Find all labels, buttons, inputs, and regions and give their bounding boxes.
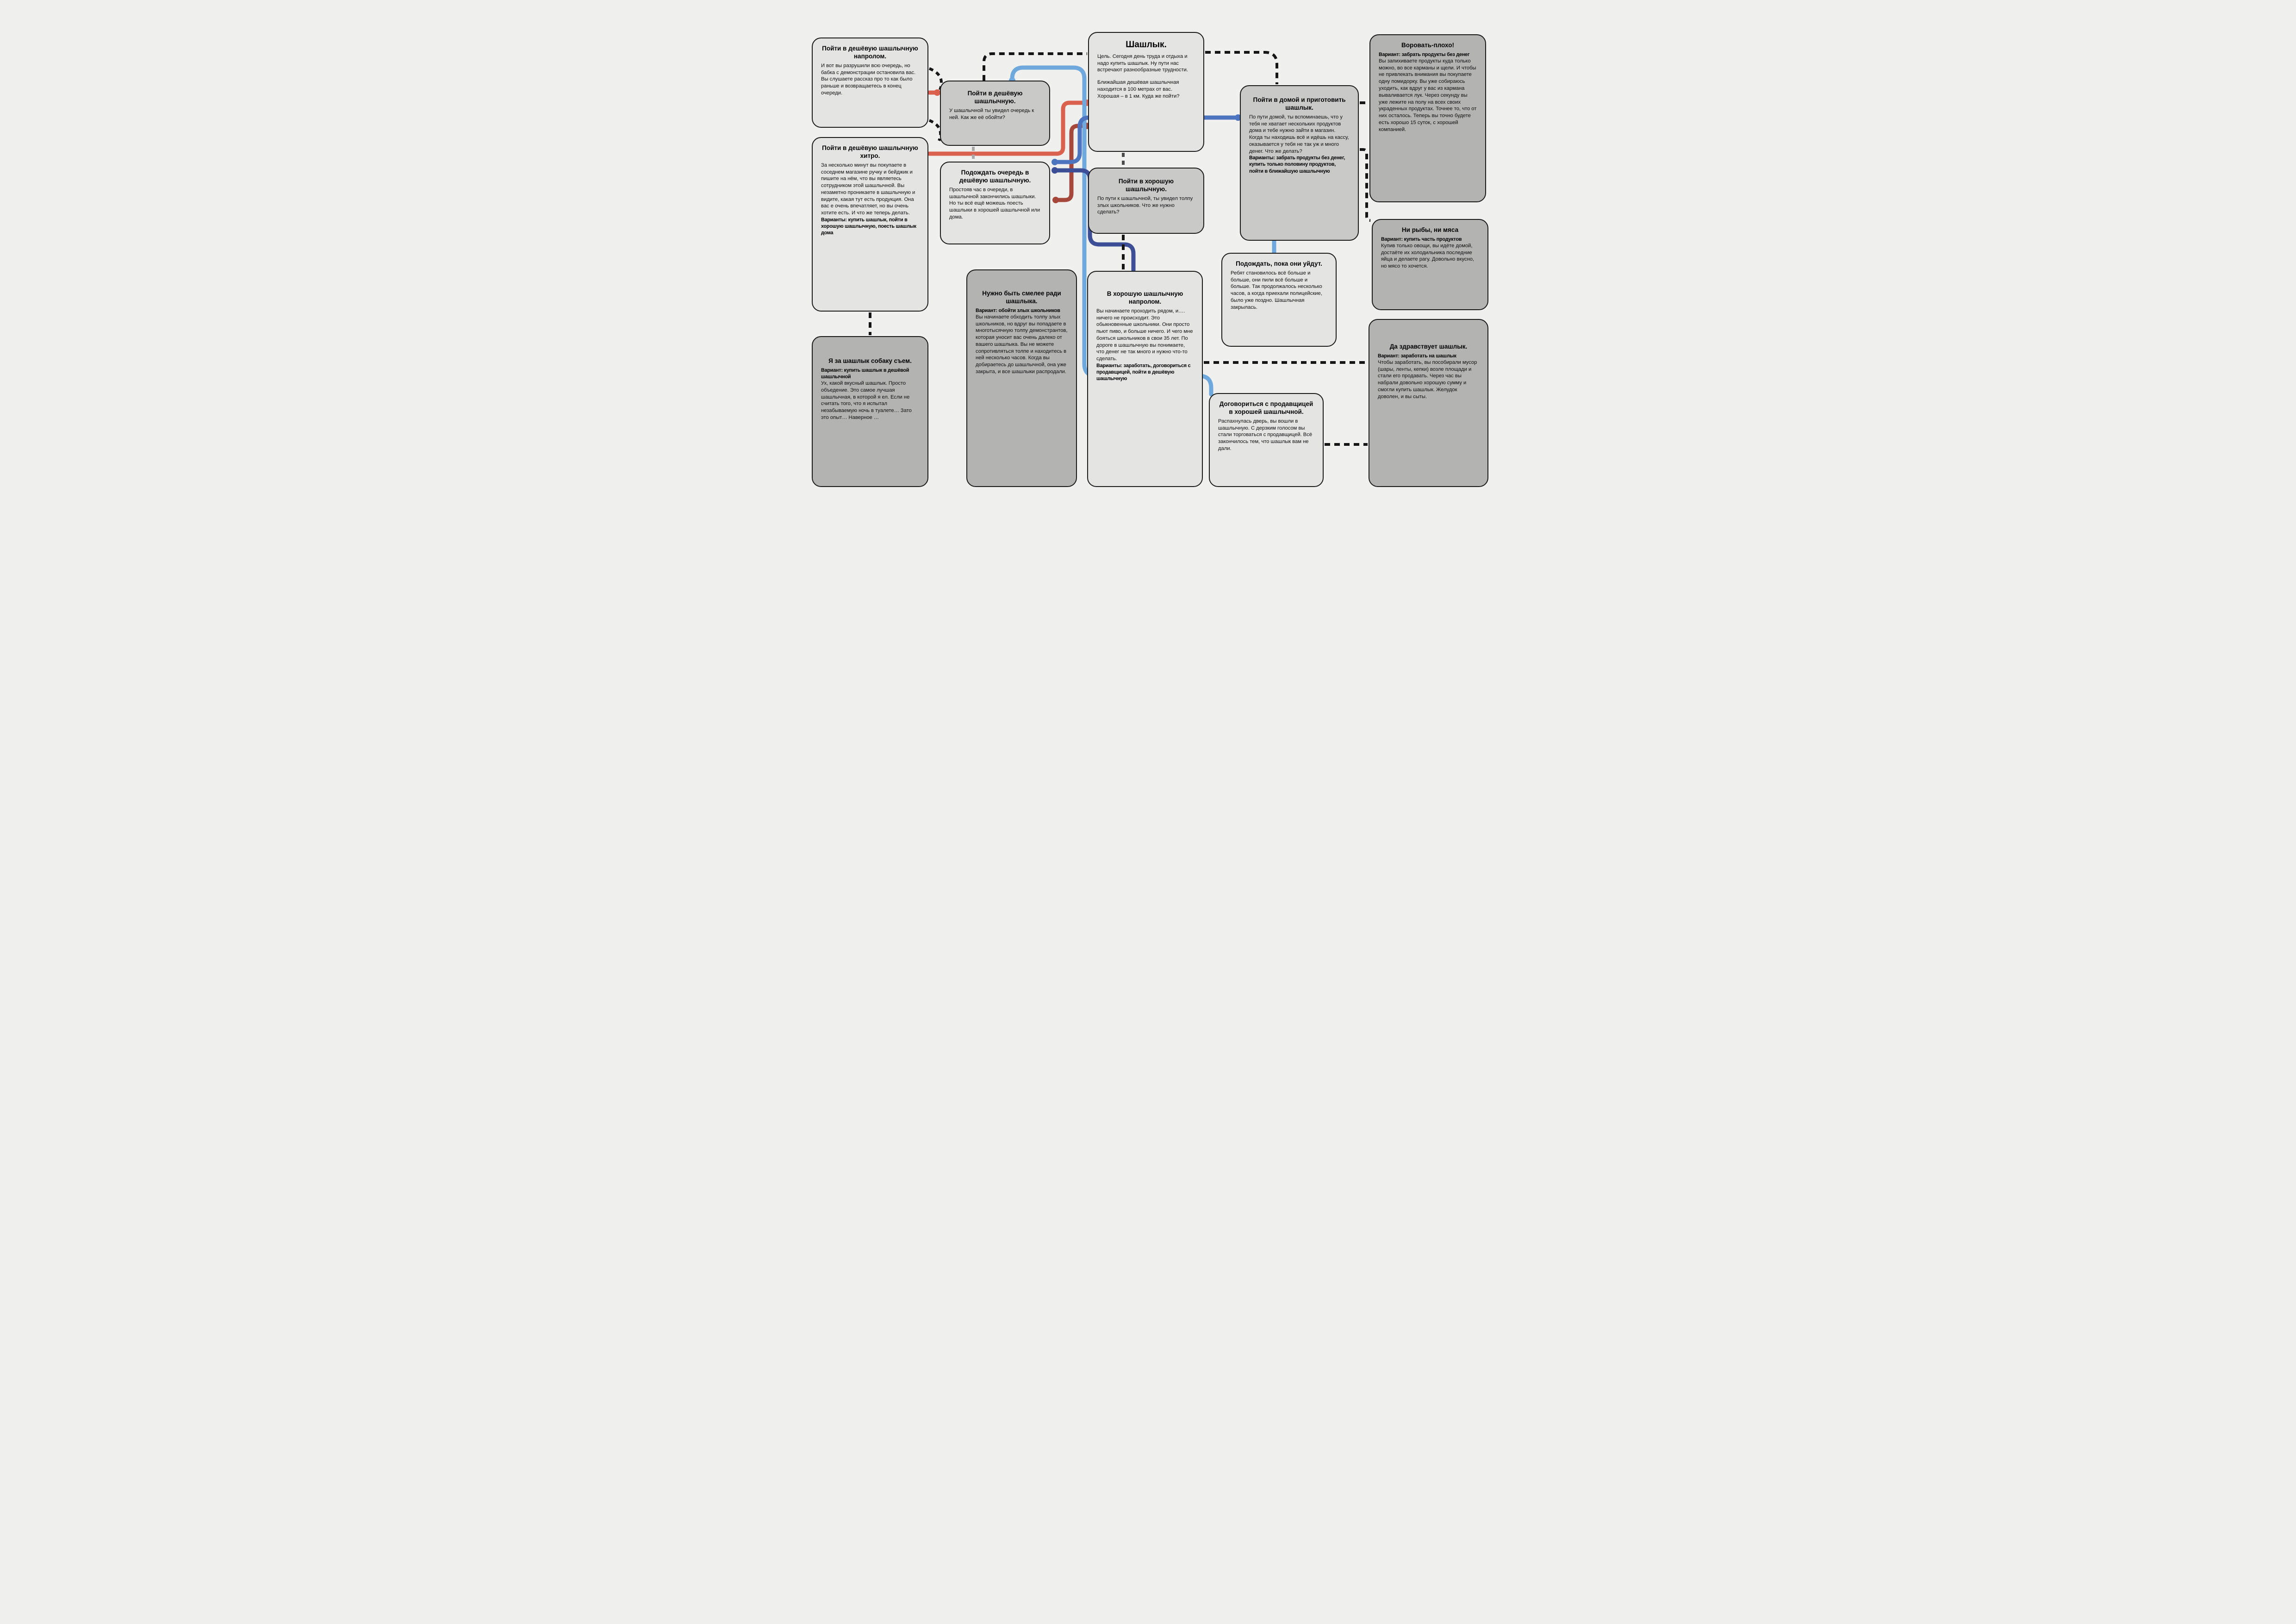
node-title: Пойти в домой и приготовить шашлык.: [1253, 96, 1346, 111]
node-title: Шашлык.: [1126, 40, 1167, 50]
node-negotiate-saleswoman: [1209, 393, 1324, 487]
node-variant: Варианты: купить шашлык, пойти в хорошую шашлычную, поесть шашлык дома: [821, 217, 916, 236]
node-cheap-cunning: [812, 137, 928, 312]
node-stealing-is-bad: [1369, 34, 1486, 202]
node-variant: Вариант: обойти злых школьников: [976, 307, 1060, 313]
node-dog-ending: [812, 336, 928, 487]
node-title: Пойти в хорошую шашлычную.: [1118, 178, 1174, 193]
node-body: Вы начинаете проходить рядом, и…. ничего не происходит. Это обыкновенные школьники. Они просто пьют пиво, и больше ничего. И чего мне бояться школьников в свои 35 лет. По дороге в шашлычную вы понимаете, что денег не так много и нужно что-то сделать.: [1096, 308, 1193, 362]
node-body: По пути домой, ты вспоминаешь, что у тебя не хватает нескольких продуктов дома и тебе нужно зайти в магазин. Когда ты находишь всё и идёшь на кассу, оказывается у тебя не так уж и много денег. Что же делать?: [1249, 114, 1349, 154]
dotted-start-to-home: [1205, 52, 1277, 84]
node-cheap-question: [940, 81, 1050, 146]
node-title: Подождать, пока они уйдут.: [1236, 260, 1322, 267]
node-neither-fish-nor-meat: [1372, 219, 1488, 310]
node-title: Воровать-плохо!: [1401, 42, 1454, 49]
node-good-direct: [1087, 271, 1203, 487]
node-title: Договориться с продавщицей в хорошей шашлычной.: [1219, 400, 1313, 415]
node-variant: Вариант: заработать на шашлык: [1378, 353, 1456, 359]
node-wait-queue: [940, 162, 1050, 244]
node-title: Я за шашлык собаку съем.: [828, 357, 912, 364]
flowchart-canvas: [781, 0, 1515, 519]
node-variant: Вариант: купить шашлык в дешёвой шашлычной: [821, 367, 909, 380]
node-long-live-shashlik: [1369, 319, 1488, 487]
node-body: Распахнулась дверь, вы вошли в шашлычную. С дерзким голосом вы стали торговаться с продавщицей. Всё закончилось тем, что шашлык вам не дали.: [1218, 418, 1313, 451]
node-body: За несколько минут вы покупаете в соседнем магазине ручку и бейджик и пишите на нём, что вы являетесь сотрудником этой шашлычной. Вы незаметно проникаете в шашлычную и видите, какая тут есть продукция. Она вас е очень впечатляет, но вы очень хотите есть. И что же теперь делать.: [821, 162, 915, 216]
node-body: У шашлычной ты увидел очередь к ней. Как же её обойти?: [949, 107, 1034, 120]
node-variant: Вариант: купить часть продуктов: [1381, 236, 1462, 242]
node-cheap-direct-result: [812, 37, 928, 128]
node-body: Купив только овощи, вы идёте домой, достаёте их холодильника последние яйца и делаете рагу. Довольно вкусно, но мясо то хочется.: [1381, 243, 1475, 269]
node-title: Подождать очередь в дешёвую шашлычную.: [959, 169, 1031, 184]
node-body: Ребят становилось всё больше и больше, они пили всё больше и больше. Так продолжалось несколько часов, а когда приехали полицейские, было уже поздно. Шашлычная закрылась.: [1231, 270, 1322, 310]
node-title: Нужно быть смелее ради шашлыка.: [982, 290, 1061, 305]
line-brick-terminal-b: [1052, 197, 1059, 203]
node-body: Цель. Сегодня день труда и отдыха и надо купить шашлык. Ну пути нас встречают разнообразные трудности.: [1097, 53, 1188, 73]
node-shashlik-start: [1088, 32, 1204, 152]
node-body-2: Ближайшая дешёвая шашлычная находится в 100 метрах от вас. Хорошая – в 1 км. Куда же пойти?: [1097, 80, 1180, 99]
dotted-home-to-fish: [1360, 150, 1370, 220]
node-body: И вот вы разрушили всю очередь, но бабка с демонстрации остановила вас. Вы слушаете рассказ про то как было раньше и возвращаетесь в конец очереди.: [821, 62, 916, 96]
dotted-arc-cunning: [929, 120, 940, 141]
node-title: Ни рыбы, ни мяса: [1401, 226, 1459, 233]
node-title: Пойти в дешёвую шашлычную.: [967, 90, 1023, 105]
node-body: По пути к шашлычной, ты увидел толпу злых школьников. Что же нужно сделать?: [1097, 195, 1193, 215]
node-variant: Варианты: забрать продукты без денег, купить только половину продуктов, пойти в ближайшую шашлычную: [1249, 155, 1345, 174]
node-go-home-cook: [1240, 85, 1359, 241]
node-body: Вы запихиваете продукты куда только можно, во все карманы и щели. И чтобы не привлекать внимания вы покупаете одну помидорку. Вы уже собираюсь уходить, как вдруг у вас из кармана вываливается лук. Через секунду вы уже лежите на полу на всех своих украденных продуктах. Точнее то, что от них осталось. Теперь вы точно будете есть хорошо 15 суток, с хорошей компанией.: [1379, 58, 1477, 132]
node-title: Пойти в дешёвую шашлычную напролом.: [822, 45, 918, 60]
node-title: Да здравствует шашлык.: [1389, 343, 1468, 350]
node-variant: Вариант: забрать продукты без денег: [1379, 51, 1470, 57]
node-title: В хорошую шашлычную напролом.: [1107, 290, 1183, 305]
node-body: Чтобы заработать, вы пособирали мусор (шары, ленты, кепки) возле площади и стали его продавать. Через час вы набрали довольно хорошую сумму и смогли купить шашлык. Желудок доволен, и вы сыты.: [1378, 359, 1477, 400]
node-be-braver: [966, 269, 1077, 487]
node-variant: Варианты: заработать, договориться с продавщицей, пойти в дешёвую шашлычную: [1096, 363, 1191, 382]
node-body: Простояв час в очереди, в шашлычной закончились шашлыки. Но ты всё ещё можешь поесть шашлыки в хорошей шашлычной или дома.: [949, 187, 1040, 220]
node-body: Вы начинаете обходить толпу злых школьников, но вдруг вы попадаете в многотысячную толпу демонстрантов, которая уносит вас очень далеко от вашего шашлыка. Вы не можете сопротивляться толпе и находитесь в ней несколько часов. Когда вы добираетесь до шашлычной, она уже закрыта, и все шашлыки распродали.: [976, 314, 1068, 375]
line-navy-terminal: [1052, 167, 1058, 174]
node-good-question: [1088, 168, 1204, 234]
line-salmon-stub-terminal: [934, 89, 940, 96]
dotted-arc-direct-result: [929, 69, 941, 90]
node-title: Пойти в дешёвую шашлычную хитро.: [822, 144, 918, 159]
line-medium-blue-terminal-a: [1052, 159, 1058, 165]
node-wait-until-they-leave: [1221, 253, 1337, 347]
node-body: Ух, какой вкусный шашлык. Просто объедение. Это самое лучшая шашлычная, в которой я ел. Если не считать того, что я испытал незабываемую ночь в туалете… Зато это опыт… Наверное …: [821, 380, 912, 420]
